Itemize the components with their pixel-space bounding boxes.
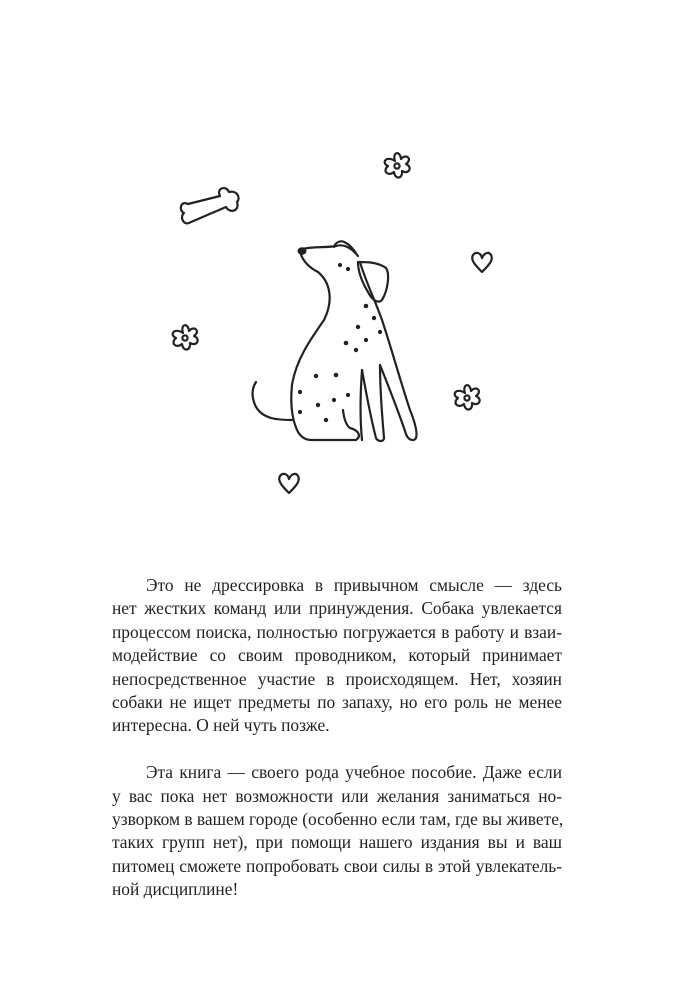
text-line: процессом поиска, полностью погружается в работу и взаи- <box>112 621 562 642</box>
text-line: ной дисциплине! <box>112 879 239 900</box>
text-line: Это не дрессировка в привычном смысле — здесь <box>146 575 562 595</box>
text-line: узворком в вашем городе (особенно если там, где вы живете, <box>112 809 564 830</box>
dog-icon <box>252 241 416 441</box>
paragraph-1 <box>112 574 562 738</box>
bone-icon <box>181 188 239 223</box>
paragraph-2 <box>112 761 562 901</box>
dog-nose <box>298 247 307 255</box>
dog-spots <box>298 247 383 422</box>
heart-icon <box>472 253 492 272</box>
text-line: собаки не ищет предметы по запаху, но его роль не менее <box>112 692 562 713</box>
text-line: Эта книга — своего рода учебное пособие. Даже если <box>146 762 562 783</box>
text-line: модействие со своим проводником, который принимает <box>112 645 562 666</box>
text-line: нет жестких команд или принуждения. Собака увлекается <box>112 598 562 619</box>
heart-icon <box>279 474 299 493</box>
flower-icon <box>173 325 198 349</box>
body-text <box>112 574 562 902</box>
flower-icon <box>385 153 410 177</box>
flower-icon <box>455 385 480 409</box>
text-line: интересна. О ней чуть позже. <box>112 715 330 736</box>
text-line: у вас пока нет возможности или желания заниматься но- <box>112 785 562 806</box>
text-line: таких групп нет), при помощи нашего издания вы и ваш <box>112 832 562 853</box>
text-line: непосредственное участие в происходящем. Нет, хозяин <box>112 668 562 689</box>
text-line: питомец сможете попробовать свои силы в этой увлекатель- <box>112 855 562 876</box>
